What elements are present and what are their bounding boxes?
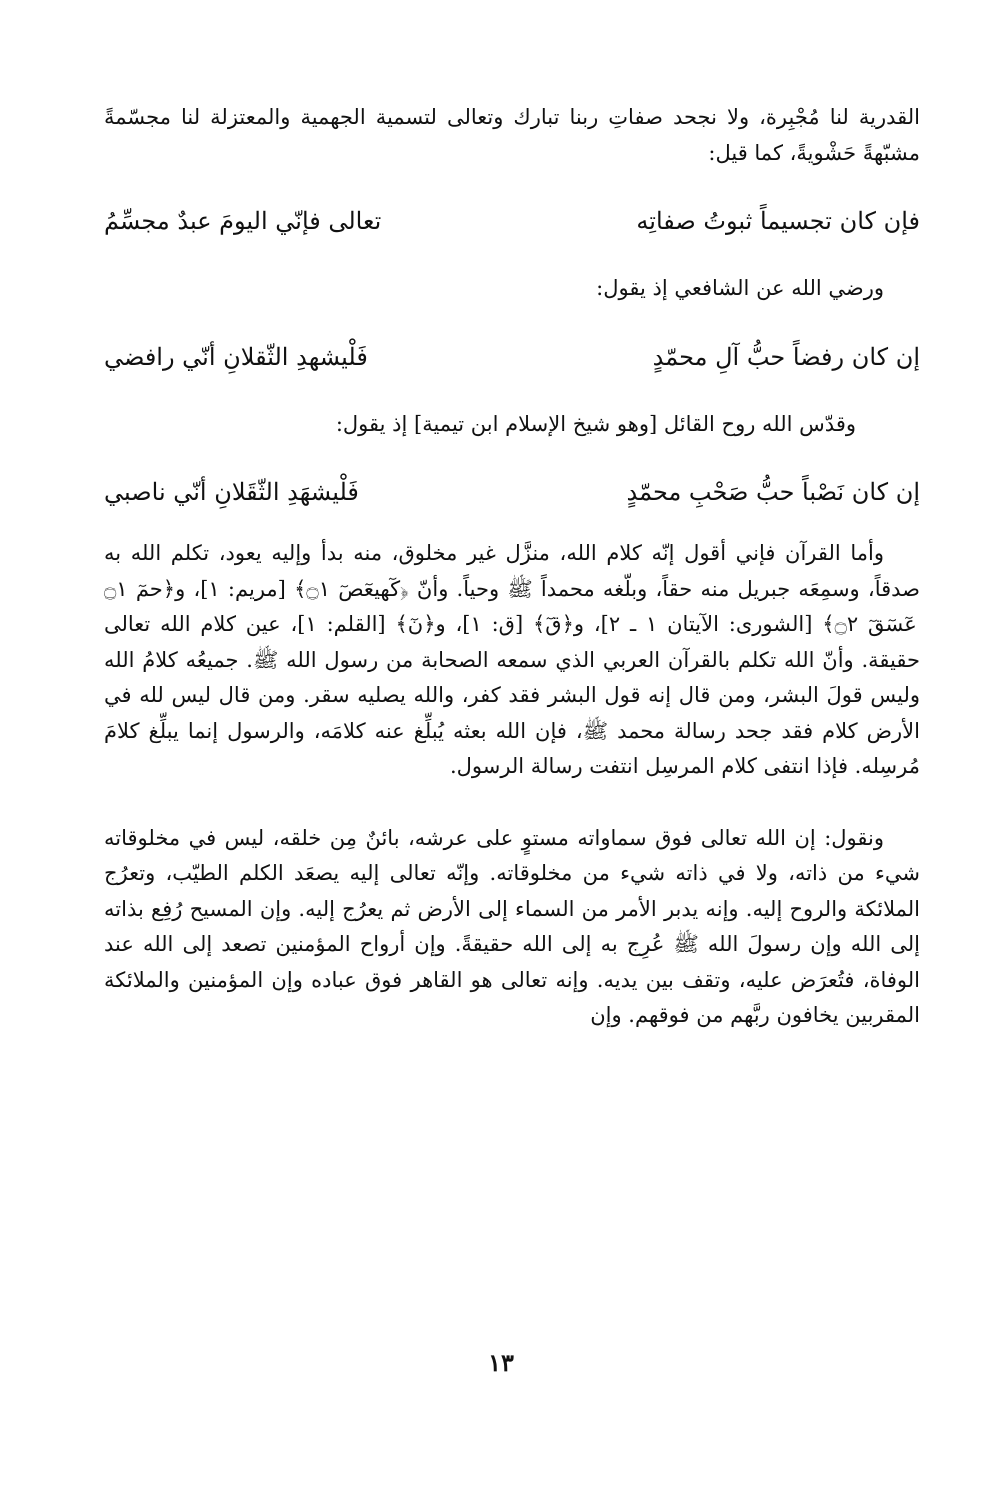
text-line: إلى الله عند الوفاة، فتُعرَض عليه، وتقف بين يديه. وإنه تعالى هو القاهر: [104, 932, 920, 992]
text-line: وحياً. وأنّ ﴿كٓهيعٓصٓ ۝١﴾ [مريم: ١]، و﴿حمٓ ۝١ عٓسٓقٓ ۝٢﴾ [الشورى:: [104, 576, 917, 636]
text-line: الآيتان ١ ـ ٢]، و﴿قٓ﴾ [ق: ١]، و﴿نٓ﴾ [القلم: ١]، عين كلام الله تعالى: [104, 612, 719, 636]
poem-verse-nasb: [104, 472, 920, 512]
text-line: جميعُه كلامُ الله وليس قولَ البشر، ومن قال إنه قول البشر فقد كفر، والله: [104, 647, 920, 707]
text-line: وأما القرآن فإني أقول إنّه كلام الله، منزَّل غير مخلوق، منه بدأ وإليه: [261, 541, 884, 565]
poem-verse-tajsim: [104, 201, 920, 241]
verse-second-hemistich: فَلْيشهَدِ الثّقَلانِ أنّي ناصبي: [104, 478, 359, 506]
verse-second-hemistich: تعالى فإنّي اليومَ عبدٌ مجسِّمُ: [104, 207, 382, 235]
text-line: فإذا انتفى كلام المرسِل انتفت رسالة الرسول.: [449, 754, 848, 778]
text-line: محمد ﷺ، فإن الله بعثه يُبلِّغ عنه كلامَه، والرسول إنما يبلِّغ كلامَ مُرسِله.: [104, 718, 920, 778]
text-line: وإن رسولَ الله ﷺ عُرِج به إلى الله حقيقةً. وإن أرواح المؤمنين تصعد: [212, 932, 842, 956]
text-line: يعود، تكلم الله به صدقاً، وسمِعَه جبريل منه حقاً، وبلّغه محمداً ﷺ: [104, 541, 920, 601]
verse-first-hemistich: إن كان رفضاً حبُّ آلِ محمّدٍ: [652, 342, 920, 371]
line-ibn-taymiyya-intro: وقدّس الله روح القائل [وهو شيخ الإسلام ابن تيمية] إذ يقول:: [335, 411, 856, 436]
text-line: والمعتزلة لنا مجسّمةً مشبّهةً حَشْويةً، كما قيل:: [104, 105, 920, 165]
text-line: ونقول: إن الله تعالى فوق سماواته مستوٍ على عرشه، بائنٌ مِن خلقه،: [264, 825, 884, 850]
text-line: الأمر من السماء إلى الأرض ثم يعرُج إليه. وإن المسيح رُفِع بذاته إلى الله: [104, 896, 921, 956]
poem-verse-rafd: [104, 337, 920, 377]
text-line: تعالى إليه يصعَد الكلم الطيّب، وتعرُج الملائكة والروح إليه. وإنه يدبر: [104, 861, 920, 921]
line-shafii-intro: ورضي الله عن الشافعي إذ يقول:: [596, 276, 884, 300]
page-number: ١٣: [488, 1348, 514, 1377]
verse-second-hemistich: فَلْيشهدِ الثّقلانِ أنّي رافضي: [104, 342, 368, 371]
paragraph-qadariyya: [104, 100, 920, 171]
text-line: فوق عباده وإن المؤمنين والملائكة المقربين يخافون ربَّهم من فوقهم. وإن: [104, 967, 920, 1027]
text-line: القدرية لنا مُجْبِرة، ولا نجحد صفاتِ ربنا تبارك وتعالى لتسمية الجهمية: [290, 105, 920, 129]
page-body: [104, 100, 920, 1410]
text-line: ليس في مخلوقاته شيء من ذاته، ولا في ذاته شيء من مخلوقاته. وإنّه: [104, 825, 920, 885]
paragraph-quran: [104, 536, 920, 785]
paragraph-uluw: [104, 821, 920, 1034]
text-line: حقيقة. وأنّ الله تكلم بالقرآن العربي الذي سمعه الصحابة من رسول الله ﷺ.: [238, 647, 920, 672]
verse-first-hemistich: إن كان نَصْباً حبُّ صَحْبِ محمّدٍ: [626, 478, 920, 506]
verse-first-hemistich: فإن كان تجسيماً ثبوتُ صفاتِه: [636, 207, 920, 235]
text-line: يصليه سقر. ومن قال ليس لله في الأرض كلام فقد جحد رسالة: [104, 683, 920, 743]
